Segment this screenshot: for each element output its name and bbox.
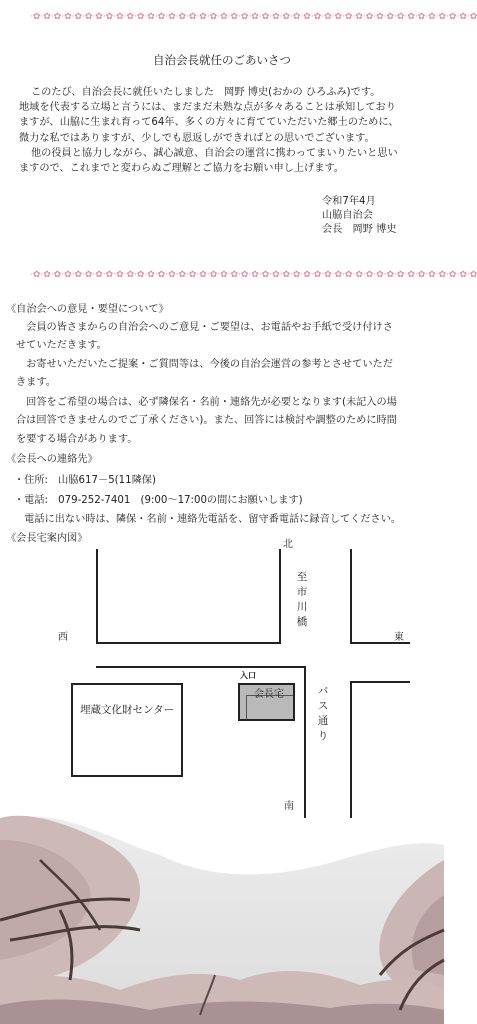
museum-label: 埋蔵文化財センター xyxy=(80,704,175,716)
greeting-title: 自治会長就任のごあいさつ xyxy=(153,53,291,67)
map-road xyxy=(350,681,352,818)
section-heading-contact: 《会長への連絡先》 xyxy=(6,454,98,465)
entrance-label: 入口 xyxy=(240,671,256,680)
map-road xyxy=(96,642,280,644)
section-heading-opinions: 《自治会への意見・要望について》 xyxy=(6,304,169,315)
map-road xyxy=(350,681,410,683)
flower-border-middle: ·✿·✿·✿·✿·✿·✿·✿·✿·✿·✿·✿·✿·✿·✿·✿·✿·✿·✿·✿·✿·✿·✿·✿·✿·✿·✿·✿·✿·✿·✿·✿·✿·✿·✿·✿·✿·✿·✿·✿·✿·✿·✿·✿ xyxy=(30,270,477,280)
road-to-label: 至市川橋 xyxy=(296,571,308,628)
cherry-blossom-photo xyxy=(0,800,444,1024)
south-label: 南 xyxy=(284,801,294,812)
opinions-line: 合は回答できませんのでご了承ください)。また、回答には検討や調整のために時間 xyxy=(16,415,397,426)
east-label: 東 xyxy=(394,632,404,643)
opinions-line: お寄せいただいたご提案・ご質問等は、今後の自治会運営の参考とさせていただ xyxy=(16,359,393,370)
greeting-signer: 会長 岡野 博史 xyxy=(322,224,397,235)
greeting-line: 他の役員と協力しながら、誠心誠意、自治会の運営に携わってまいりたいと思い xyxy=(31,148,398,159)
map-road xyxy=(96,666,306,668)
greeting-line: ますが、山脇に生まれ育って64年、多くの方々に育てていただいた郷土のために、 xyxy=(19,117,399,128)
opinions-line: を要する場合があります。 xyxy=(16,434,138,445)
museum-building xyxy=(71,683,183,777)
map-road xyxy=(350,549,352,644)
opinions-line: 会員の皆さまからの自治会へのご意見・ご要望は、お電話やお手紙で受け付けさ xyxy=(16,322,393,333)
contact-address: ・住所: 山脇617－5(11隣保) xyxy=(14,475,156,486)
north-label: 北 xyxy=(283,539,293,550)
contact-note: 電話に出ない時は、隣保・名前・連絡先電話を、留守番電話に録音してください。 xyxy=(14,514,402,525)
greeting-line: 微力な私ではありますが、少しでも恩返しができればとの思いでございます。 xyxy=(19,133,375,144)
greeting-line: ますので、これまでと変わらぬご理解とご協力をお願い申し上げます。 xyxy=(19,163,344,174)
chairman-home-label: 会長宅 xyxy=(254,689,284,700)
bus-street-label: バス通り xyxy=(317,685,329,742)
opinions-line: 回答をご希望の場合は、必ず隣保名・名前・連絡先が必要となります(未記入の場 xyxy=(16,397,397,408)
opinions-line: せていただきます。 xyxy=(16,340,107,351)
opinions-line: きます。 xyxy=(16,377,56,388)
flower-border-top: ·✿·✿·✿·✿·✿·✿·✿·✿·✿·✿·✿·✿·✿·✿·✿·✿·✿·✿·✿·✿·✿·✿·✿·✿·✿·✿·✿·✿·✿·✿·✿·✿·✿·✿·✿·✿·✿·✿·✿·✿·✿·✿·✿ xyxy=(30,12,477,22)
greeting-org: 山脇自治会 xyxy=(322,210,373,221)
greeting-line: このたび、自治会長に就任いたしました 岡野 博史(おかの ひろふみ)です。 xyxy=(31,87,381,98)
map-road xyxy=(279,549,281,644)
greeting-line: 地域を代表する立場と言うには、まだまだ未熟な点が多々あることは承知しており xyxy=(19,102,396,113)
map-road xyxy=(304,666,306,818)
greeting-date: 令和7年4月 xyxy=(322,196,376,207)
west-label: 西 xyxy=(58,632,68,643)
section-heading-map: 《会長宅案内図》 xyxy=(6,533,88,544)
map-road xyxy=(96,549,98,642)
contact-phone: ・電話: 079-252-7401 (9:00～17:00の間にお願いします) xyxy=(14,495,303,506)
